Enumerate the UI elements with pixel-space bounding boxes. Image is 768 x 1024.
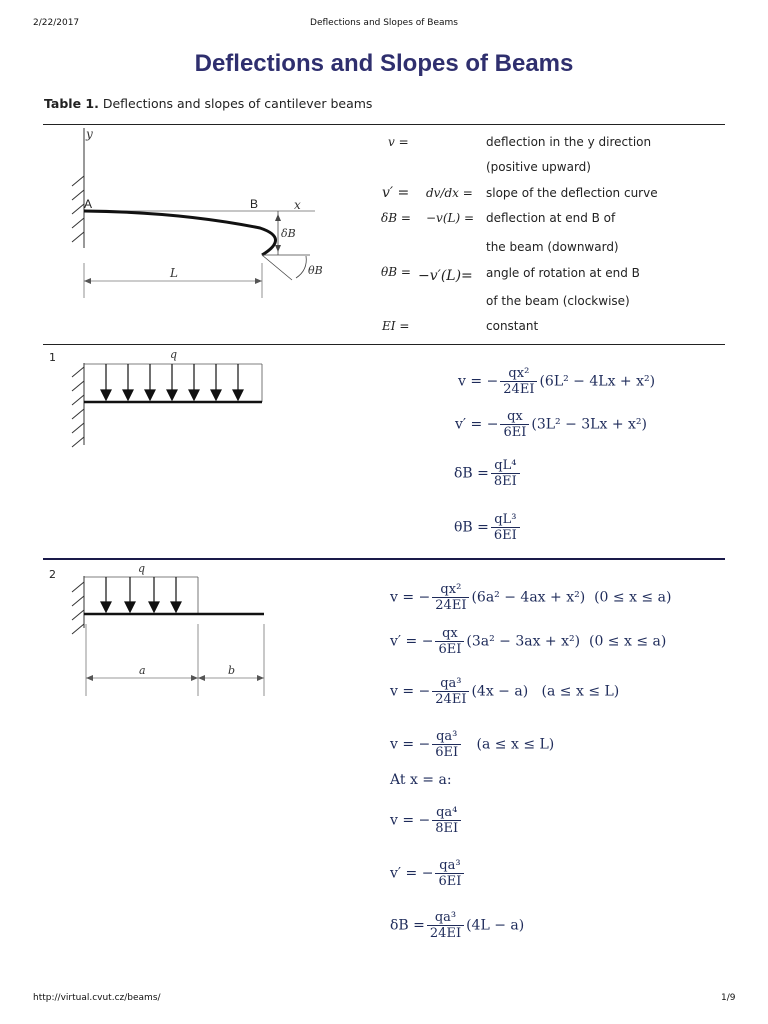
row1-eq-slope	[455, 409, 647, 440]
row2-eq6-lhs: v′ = −	[390, 865, 434, 882]
def-desc-v-cont: (positive upward)	[486, 160, 591, 174]
row2-eq7-rhs: (4L − a)	[466, 917, 525, 934]
row2-at-label: At x = a:	[390, 772, 452, 788]
row2-eq1-num: qx²	[432, 582, 469, 598]
table-top-rule	[43, 124, 725, 125]
row1-eq-deflection	[458, 366, 655, 397]
row1-eq4-lhs: θB =	[454, 519, 489, 536]
row2-beam-figure	[60, 562, 280, 702]
def-symbol-ei: EI =	[382, 319, 410, 333]
print-date: 2/22/2017	[33, 18, 80, 28]
row1-eq4-num: qL³	[491, 512, 520, 528]
def-desc-deltab: deflection at end B of	[486, 211, 616, 225]
row-rule-1	[43, 344, 725, 345]
table-caption-text: Deflections and slopes of cantilever beams	[102, 96, 373, 111]
row2-eq1-lhs: v = −	[390, 589, 431, 606]
row2-eq6-den: 6EI	[438, 874, 462, 889]
def-symbol-thetab: θB =	[381, 265, 411, 279]
row2-eq-deflection-3	[390, 729, 554, 760]
row2-eq5-lhs: v = −	[390, 812, 431, 829]
row2-eq-slope-1	[390, 626, 666, 657]
axis-y-label: y	[86, 127, 93, 141]
row1-eq2-num: qx	[500, 409, 529, 425]
row2-eq5-num: qa⁴	[432, 805, 461, 821]
row2-eq4-den: 6EI	[435, 745, 459, 760]
print-page-title: Deflections and Slopes of Beams	[310, 18, 458, 28]
def-desc-thetab-cont: of the beam (clockwise)	[486, 294, 630, 308]
cantilever-definition-figure	[60, 128, 350, 303]
row1-eq-thetab	[454, 512, 522, 543]
row1-beam-figure	[60, 347, 270, 447]
row2-eq2-cond: (0 ≤ x ≤ a)	[588, 633, 667, 650]
def-desc-thetab: angle of rotation at end B	[486, 266, 640, 280]
row2-eq1-rhs: (6a² − 4ax + x²)	[471, 589, 586, 606]
row1-eq4-den: 6EI	[493, 528, 517, 543]
row1-eq2-den: 6EI	[503, 425, 527, 440]
axis-x-label: x	[294, 198, 301, 212]
row1-eq3-lhs: δB =	[454, 465, 489, 482]
row-number-1: 1	[49, 351, 56, 364]
row2-eq4-lhs: v = −	[390, 736, 431, 753]
def-desc-ei: constant	[486, 319, 539, 333]
row2-eq6-num: qa³	[435, 858, 464, 874]
point-a-label: A	[84, 197, 93, 211]
row1-load-label: q	[170, 348, 178, 361]
row2-eq5-den: 8EI	[435, 821, 459, 836]
row2-eq3-lhs: v = −	[390, 683, 431, 700]
main-title: Deflections and Slopes of Beams	[194, 50, 574, 77]
row2-eq3-rhs: (4x − a)	[471, 683, 529, 700]
row2-dim-b-label: b	[228, 664, 236, 677]
def-desc-vprime: slope of the deflection curve	[486, 186, 658, 200]
row1-eq1-den: 24EI	[503, 382, 535, 397]
def-symbol-deltab: δB =	[381, 211, 411, 225]
point-b-label: B	[250, 197, 259, 211]
def-symbol-vprime: v′ =	[382, 185, 410, 201]
row1-eq1-rhs: (6L² − 4Lx + x²)	[539, 373, 656, 390]
row2-eq4-num: qa³	[432, 729, 461, 745]
row1-eq1-num: qx²	[500, 366, 537, 382]
row2-eq3-den: 24EI	[435, 692, 467, 707]
row2-eq-vprime-a	[390, 858, 466, 889]
table-caption-label: Table 1.	[44, 96, 99, 111]
row1-eq2-rhs: (3L² − 3Lx + x²)	[531, 416, 647, 433]
row-rule-2	[43, 558, 725, 560]
def-value-thetab: −v′(L)=	[418, 268, 473, 284]
row2-eq2-lhs: v′ = −	[390, 633, 434, 650]
row-number-2: 2	[49, 568, 56, 581]
row2-dim-a-label: a	[139, 664, 146, 677]
row2-eq1-cond: (0 ≤ x ≤ a)	[594, 589, 672, 606]
row2-eq7-lhs: δB =	[390, 917, 425, 934]
row2-eq3-num: qa³	[432, 676, 469, 692]
def-value-vprime: dv/dx =	[426, 186, 473, 200]
row2-load-label: q	[138, 562, 146, 575]
delta-b-label: δB	[281, 227, 296, 240]
length-l-label: L	[170, 266, 178, 280]
row1-eq3-den: 8EI	[493, 474, 517, 489]
row2-eq2-num: qx	[435, 626, 464, 642]
row2-eq-va	[390, 805, 463, 836]
print-url[interactable]: http://virtual.cvut.cz/beams/	[33, 993, 161, 1003]
row2-eq-deflection-1	[390, 582, 671, 613]
def-symbol-v: v =	[388, 135, 409, 149]
row2-eq-deltab	[390, 910, 524, 941]
row2-eq1-den: 24EI	[435, 598, 467, 613]
def-desc-deltab-cont: the beam (downward)	[486, 240, 619, 254]
row1-eq1-lhs: v = −	[458, 373, 499, 390]
row2-eq7-num: qa³	[427, 910, 464, 926]
row1-eq-deltab	[454, 458, 522, 489]
def-desc-v: deflection in the y direction	[486, 135, 652, 149]
row2-eq7-den: 24EI	[429, 926, 462, 941]
table-caption	[44, 96, 372, 111]
def-value-deltab: −v(L) =	[426, 211, 475, 225]
row2-eq2-den: 6EI	[438, 642, 462, 657]
row2-eq4-cond: (a ≤ x ≤ L)	[476, 736, 555, 753]
print-page-number: 1/9	[721, 993, 736, 1003]
row2-eq-deflection-2	[390, 676, 619, 707]
row1-eq2-lhs: v′ = −	[455, 416, 499, 433]
row2-eq2-rhs: (3a² − 3ax + x²)	[466, 633, 581, 650]
row1-eq3-num: qL⁴	[491, 458, 520, 474]
theta-b-label: θB	[308, 264, 323, 277]
row2-eq3-cond: (a ≤ x ≤ L)	[541, 683, 620, 700]
